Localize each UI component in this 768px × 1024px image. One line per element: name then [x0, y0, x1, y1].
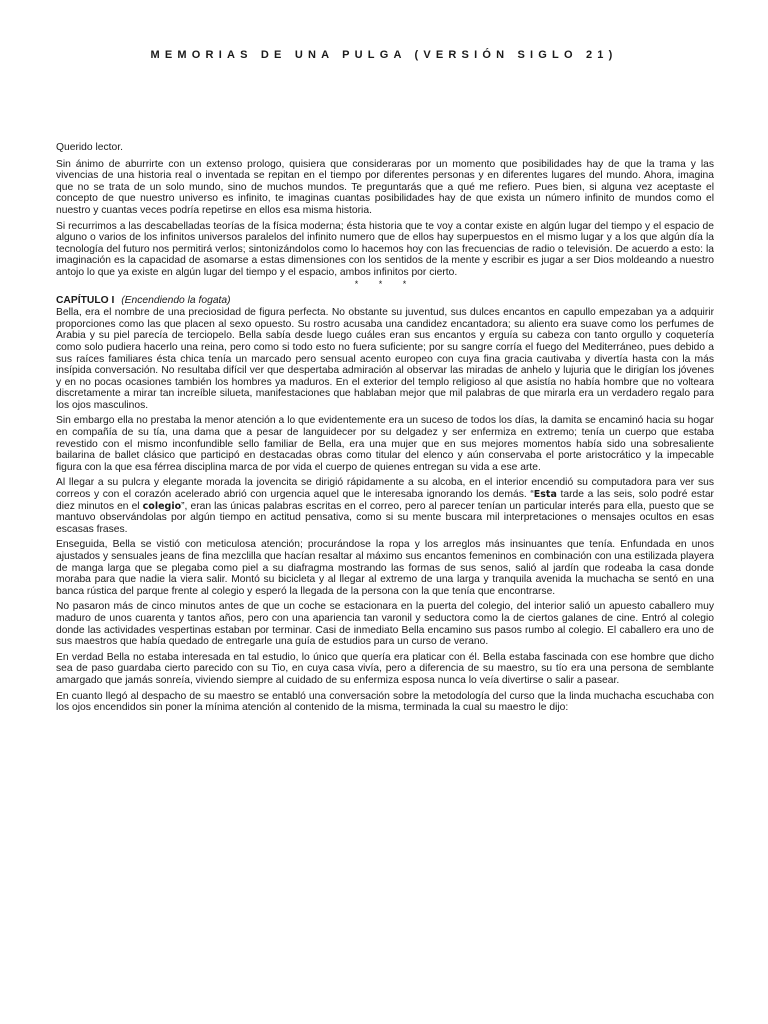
document-title: MEMORIAS DE UNA PULGA (VERSIÓN SIGLO 21) — [150, 49, 618, 61]
paragraph-5: No pasaron más de cinco minutos antes de que un coche se estacionara en la puerta del colegio, del interior salió un apuesto caballero muy maduro de unos cuarenta y tantos años, pero con una apariencia tan varonil y seductora como la de ciertos galanes de cine. Entró al colegio donde las actividades vespertinas estaban por terminar. Casi de inmediato Bella encamino sus pasos rumbo al colegio. El caballero era uno de sus maestros que había quedado de entregarle una guía de estudios para un curso de verano. — [56, 601, 714, 648]
paragraph-1: Bella, era el nombre de una preciosidad de figura perfecta. No obstante su juventud, sus dulces encantos en capullo empezaban ya a adquirir proporciones como las que placen al sexo opuesto. Su rostro acusaba una candidez encantadora; su aliento era suave como los perfumes de Arabia y su piel parecía de terciopelo. Bella sabía desde luego cuáles eran sus encantos y erguía su cabeza con tanto orgullo y coquetería como solo pudiera hacerlo una reina, pero como si todo esto no fuera suficiente; por su sangre corría el fuego del Mediterráneo, pues debido a sus raíces familiares ésta chica tenía un marcado pero sensual acento europeo con cuya fina gracia cautivaba y divertía hasta con la más insípida conversación. No resultaba difícil ver que despertaba admiración al observar las miradas de anhelo y lujuria que le dirigían los jóvenes y en no pocas ocasiones también los hombres ya maduros. En el exterior del templo religioso al que asistía no había hombre que no volteara discretamente a mirar tan increíble silueta, manifestaciones que hablaban mejor que mil palabras de que mirarla era un verdadero regalo para los ojos masculinos. — [56, 307, 714, 411]
email-quote-part1: Esta — [533, 489, 557, 501]
intro-paragraph-1: Sin ánimo de aburrirte con un extenso prologo, quisiera que consideraras por un momento que posibilidades hay de que la trama y las vivencias de una historia real o inventada se repitan en el tiempo por diferentes personas y en diferentes lugares del mundo. Ahora, imagina que no se trata de un solo mundo, sino de muchos mundos. Te preguntarás que a qué me refiero. Pues bien, si alguna vez aceptaste el concepto de que nuestro universo es infinito, te imaginas cuantas posibilidades hay de que exista un número infinito de mundos como el nuestro y cuantas veces podría repetirse en ellos esa misma historia. — [56, 158, 714, 216]
paragraph-2: Sin embargo ella no prestaba la menor atención a lo que evidentemente era un suceso de todos los días, la damita se encaminó hacia su hogar en compañía de su tía, una dama que a pesar de languidecer por su delgadez y ser enfermiza en extremo; tenía un cuerpo que estaba revestido con el mismo inconfundible sello familiar de Bella, era una mujer que en sus mejores momentos había sido una sobresaliente bailarina de ballet clásico que participó en destacadas obras como titular del elenco y aún conservaba el porte aristocrático y la impecable figura con la que esa férrea disciplina marca de por vida el cuerpo de quienes entregan su vida a ese arte. — [56, 415, 714, 473]
email-text-after: ”, eran las únicas palabras escritas en el correo, pero al parecer tenían un particular interés para ella, puesto que se mantuvo observándolas por algún tiempo en actitud pensativa, como si su mente buscara mil interpretaciones o mensajes ocultos en esas escasas frases. — [56, 500, 715, 535]
email-text-before: Al llegar a su pulcra y elegante morada la jovencita se dirigió rápidamente a su alcoba, en el interior encendió su computadora para ver sus correos y con el corazón acelerado abrió con urgencia aquel que le interesaba ignorando los demás. “ — [56, 477, 714, 501]
paragraph-6: En verdad Bella no estaba interesada en tal estudio, lo único que quería era platicar con él. Bella estaba fascinada con ese hombre que dicho sea de paso guardaba cierto parecido con su Tio, en cuya casa vivía, pero a diferencia de su maestro, su tío era una persona de semblante amargado que jamás sonreía, viviendo siempre al cuidado de su enfermiza esposa nunca lo veía divertirse o salir a pasear. — [56, 651, 714, 686]
paragraph-4: Enseguida, Bella se vistió con meticulosa atención; procurándose la ropa y los arreglos más insinuantes que tenía. Enfundada en unos ajustados y sensuales jeans de fina mezclilla que hacían resaltar al máximo sus encantos femeninos en combinación con una estilizada playera de manga larga que se plegaba como piel a su diafragma mostrando las formas de sus senos, salió al jardín que rodeaba la casa donde moraba para que nadie la viera salir. Montó su bicicleta y al llegar al extremo de una larga y tranquila avenida la muchacha se sentó en una banca rústica del parque frente al colegio y esperó la llegada de la persona con la que tenía que encontrarse. — [56, 539, 714, 597]
chapter-subtitle: (Encendiendo la fogata) — [121, 294, 231, 306]
email-text-middle: tarde a las seis, solo podré estar diez minutos en el — [56, 489, 714, 512]
chapter-heading — [56, 295, 714, 307]
intro-paragraph-2: Si recurrimos a las descabelladas teorías de la física moderna; ésta historia que te voy a contar existe en algún lugar del tiempo y el espacio de alguno o varios de los infinitos universos paralelos del infinito numero que de ellos hay superpuestos en el mismo lugar y a los que algún día la tecnología del futuro nos permitirá verlos; sintonizándolos como lo hacemos hoy con las frecuencias de radio o televisión. De acuerdo a esto: la imaginación es la capacidad de asomarse a estas dimensiones con los sentidos de la mente y escribir es jugar a ser Dios moldeando a nuestro antojo lo que ya existe en algún lugar del tiempo y el espacio, ambos infinitos por cierto. — [56, 220, 714, 278]
paragraph-7: En cuanto llegó al despacho de su maestro se entabló una conversación sobre la metodología del curso que la linda muchacha escuchaba con los ojos encendidos sin poner la mínima atención al contenido de la misma, terminada la cual su maestro le dijo: — [56, 690, 714, 714]
email-quote-part2: colegio — [142, 500, 182, 512]
chapter-label: CAPÍTULO I — [56, 294, 115, 306]
section-separator: * * * — [354, 278, 416, 289]
paragraph-email — [56, 477, 714, 535]
greeting: Querido lector. — [56, 142, 123, 153]
document-body — [56, 142, 714, 718]
